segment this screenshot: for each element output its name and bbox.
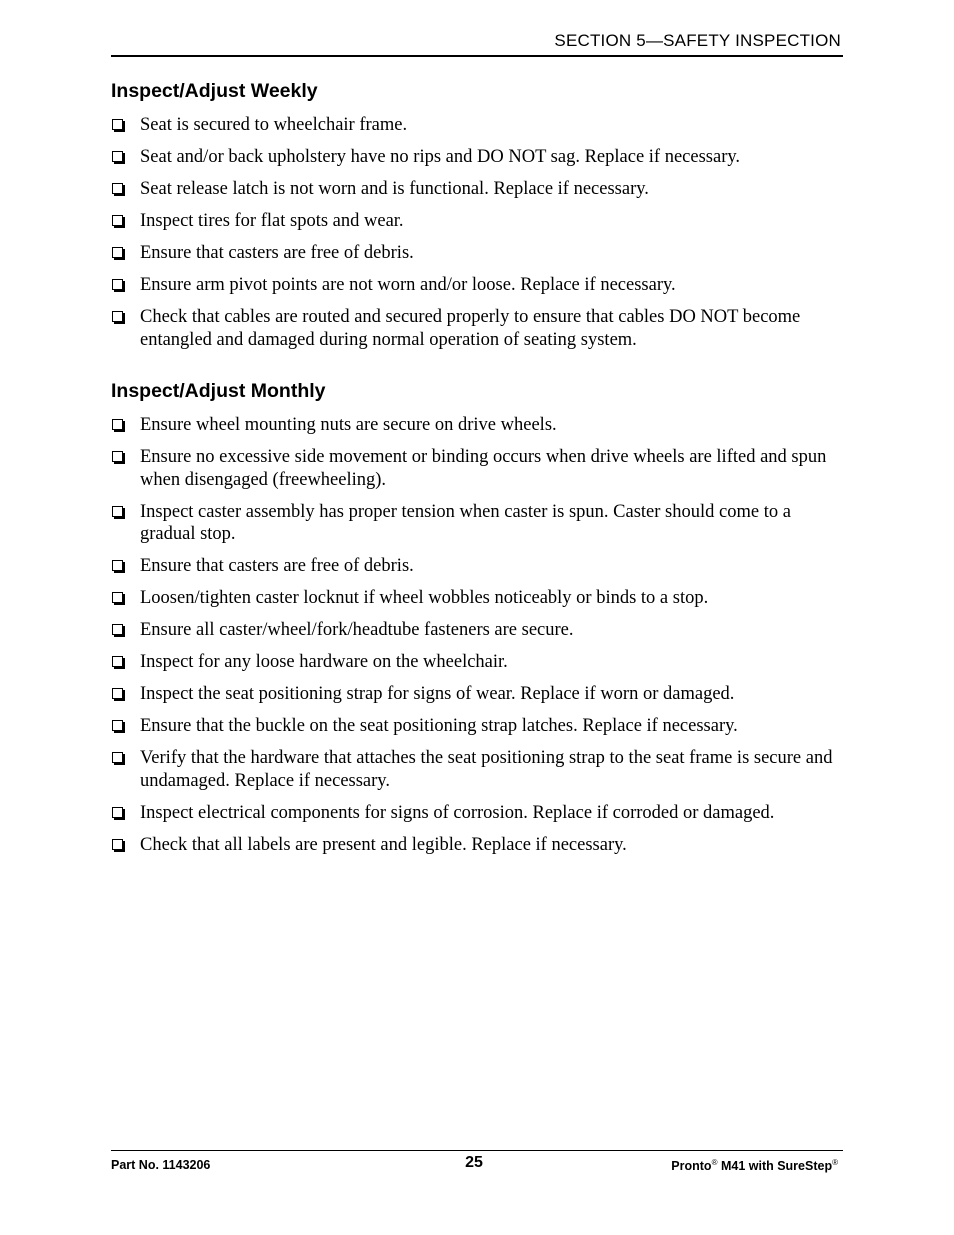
item-text: Seat and/or back upholstery have no rips and DO NOT sag. Replace if necessary. (140, 147, 741, 167)
product-brand: Pronto (671, 1159, 712, 1173)
item-text: Ensure arm pivot points are not worn and/or loose. Replace if necessary. (140, 275, 676, 295)
checkbox-icon (112, 839, 123, 850)
item-text: Seat release latch is not worn and is functional. Replace if necessary. (140, 179, 649, 199)
header-rule (111, 55, 843, 57)
checklist-item (111, 683, 846, 706)
item-text: Check that cables are routed and secured properly to ensure that cables DO NOT become entangled and damaged during normal operation of seating system. (140, 307, 801, 350)
item-text: Ensure wheel mounting nuts are secure on drive wheels. (140, 415, 557, 435)
product-name (671, 1158, 838, 1173)
checklist-item (111, 715, 846, 738)
checklist-item (111, 414, 846, 437)
checklist-item (111, 619, 846, 642)
checklist-item (111, 446, 846, 491)
monthly-section (111, 378, 846, 856)
monthly-title: Inspect/Adjust Monthly (111, 380, 326, 402)
part-number: Part No. 1143206 (111, 1158, 211, 1172)
checklist-item (111, 114, 846, 137)
item-text: Inspect caster assembly has proper tension when caster is spun. Caster should come to a gradual stop. (140, 501, 791, 544)
weekly-title: Inspect/Adjust Weekly (111, 80, 318, 102)
registered-mark: ® (711, 1158, 718, 1167)
section-header: SECTION 5—SAFETY INSPECTION (554, 31, 841, 50)
item-text: Ensure no excessive side movement or binding occurs when drive wheels are lifted and spun when disengaged (freewheeling). (140, 447, 827, 490)
checklist-item (111, 651, 846, 674)
checkbox-icon (112, 720, 123, 731)
registered-mark: ® (832, 1158, 838, 1167)
checklist-item (111, 210, 846, 233)
checkbox-icon (112, 560, 123, 571)
checkbox-icon (112, 183, 123, 194)
checkbox-icon (112, 688, 123, 699)
checkbox-icon (112, 119, 123, 130)
item-text: Seat is secured to wheelchair frame. (140, 115, 408, 135)
item-text: Inspect the seat positioning strap for signs of wear. Replace if worn or damaged. (140, 684, 735, 704)
checkbox-icon (112, 752, 123, 763)
item-text: Inspect electrical components for signs of corrosion. Replace if corroded or damaged. (140, 802, 775, 823)
item-text: Ensure that the buckle on the seat positioning strap latches. Replace if necessary. (140, 716, 738, 736)
checkbox-icon (112, 311, 123, 322)
checklist-item (111, 146, 846, 169)
checkbox-icon (112, 151, 123, 162)
checklist-item (111, 501, 846, 546)
checkbox-icon (112, 624, 123, 635)
checklist-item (111, 834, 846, 857)
checkbox-icon (112, 592, 123, 603)
item-text: Verify that the hardware that attaches the seat positioning strap to the seat frame is secure and undamaged. Replace if necessary. (140, 748, 833, 791)
checkbox-icon (112, 419, 123, 430)
checkbox-icon (112, 451, 123, 462)
checkbox-icon (112, 656, 123, 667)
checkbox-icon (112, 807, 123, 818)
item-text: Inspect for any loose hardware on the wheelchair. (140, 652, 508, 672)
checklist-item (111, 802, 846, 825)
checklist-item (111, 274, 846, 297)
checkbox-icon (112, 279, 123, 290)
item-text: Inspect tires for flat spots and wear. (140, 211, 404, 231)
item-text: Check that all labels are present and legible. Replace if necessary. (140, 834, 627, 855)
checkbox-icon (112, 506, 123, 517)
checklist-item (111, 555, 846, 578)
weekly-section (111, 78, 846, 351)
item-text: Ensure that casters are free of debris. (140, 556, 414, 576)
checklist-item (111, 306, 846, 351)
checklist-item (111, 242, 846, 265)
item-text: Ensure all caster/wheel/fork/headtube fasteners are secure. (140, 620, 574, 640)
item-text: Loosen/tighten caster locknut if wheel wobbles noticeably or binds to a stop. (140, 588, 709, 608)
checklist-item (111, 178, 846, 201)
footer-rule (111, 1150, 843, 1151)
checklist-item (111, 587, 846, 610)
checkbox-icon (112, 215, 123, 226)
product-model: M41 with SureStep (717, 1159, 833, 1173)
checklist-item (111, 747, 846, 792)
checkbox-icon (112, 247, 123, 258)
item-text: Ensure that casters are free of debris. (140, 243, 414, 263)
page-number: 25 (465, 1154, 483, 1171)
